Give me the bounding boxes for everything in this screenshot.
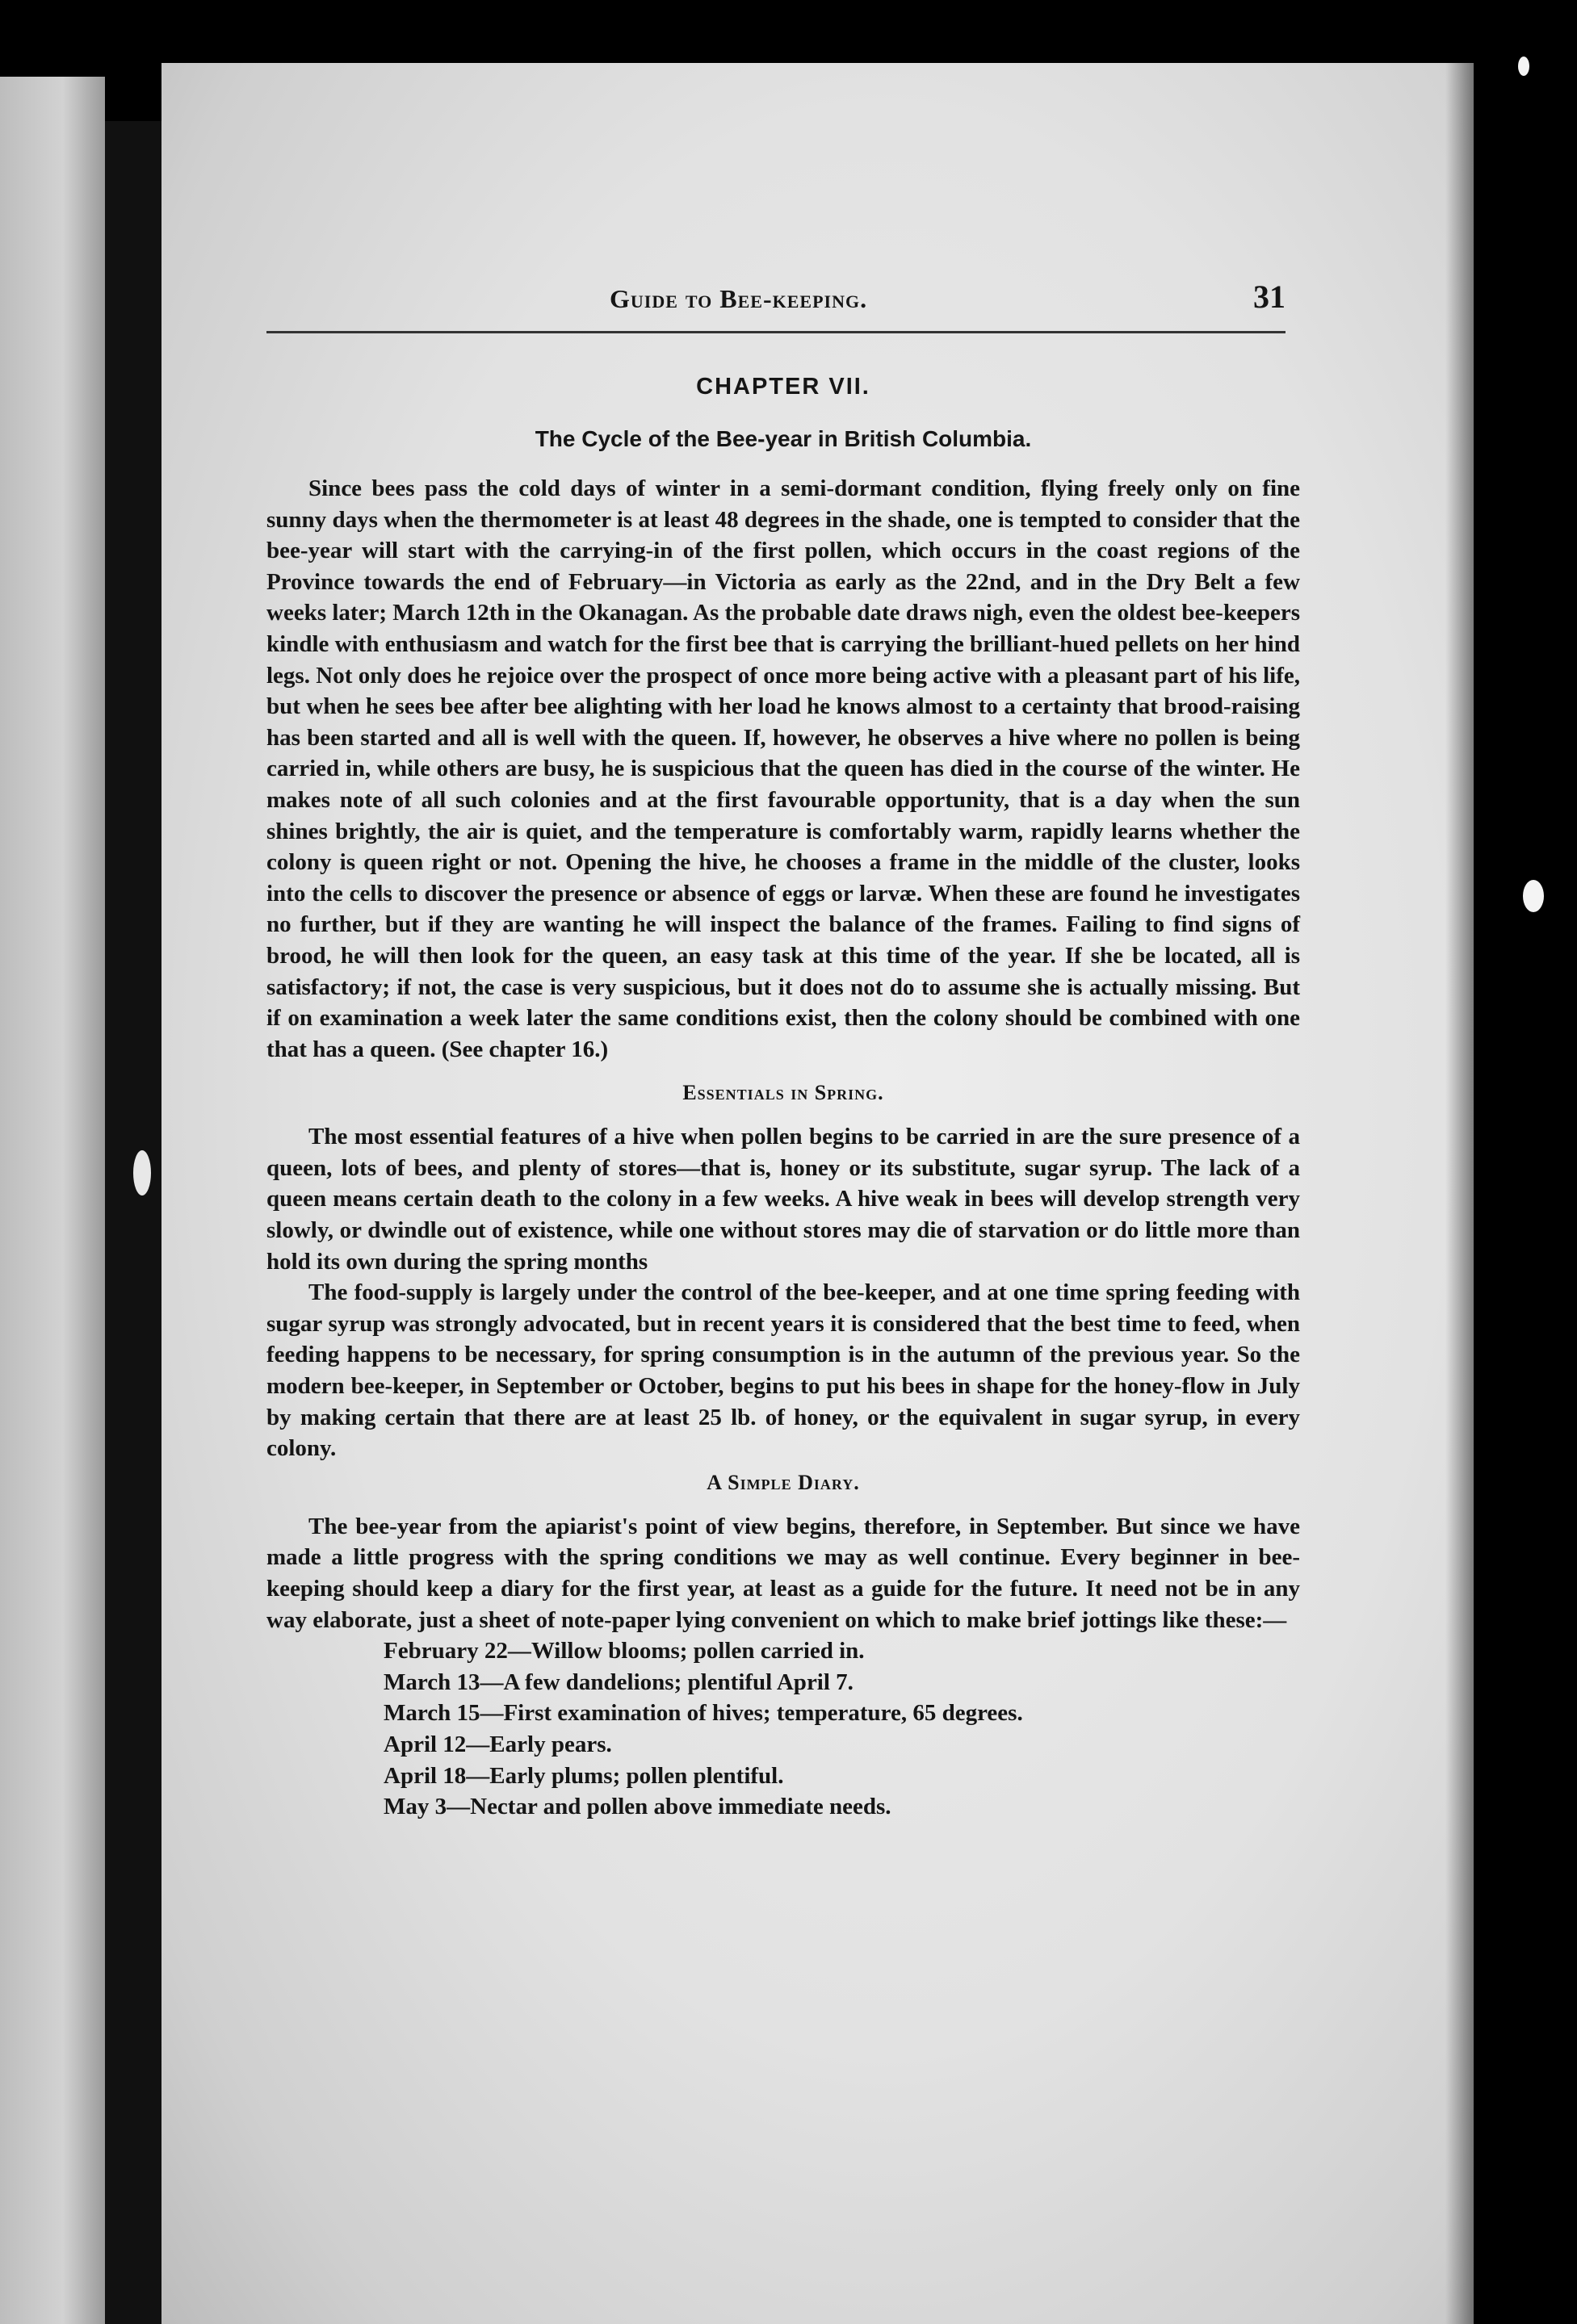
diary-entry: February 22—Willow blooms; pollen carried in. xyxy=(384,1638,865,1664)
paragraph-food-supply: The food-supply is largely under the control of the bee-keeper, and at one time spring feeding with sugar syrup was strongly advocated, but in recent years it is considered that the best time to feed, when feeding happens to be necessary, for spring consumption is in the autumn of the previous year. So the modern bee-keeper, in September or October, begins to put his bees in shape for the honey-flow in July by making certain that there are at least 25 lb. of honey, or the equivalent in sugar syrup, in every colony. xyxy=(266,1279,1300,1462)
scan-speck xyxy=(1523,880,1544,912)
chapter-title: The Cycle of the Bee-year in British Columbia. xyxy=(535,426,1032,451)
page-edge-shadow xyxy=(1445,63,1474,2324)
diary-entry: May 3—Nectar and pollen above immediate needs. xyxy=(384,1794,891,1820)
diary-entry: April 12—Early pears. xyxy=(384,1731,612,1757)
scan-speck xyxy=(1518,57,1529,76)
paragraph-spring: The most essential features of a hive when pollen begins to be carried in are the sure presence of a queen, lots of bees, and plenty of stores—that is, honey or its substitute, sugar syrup. The lack of a queen means certain death to the colony in a few weeks. A hive weak in bees will develop strength very slowly, or dwindle out of existence, while one without stores may die of starvation or do little more than hold its own during the spring months xyxy=(266,1124,1300,1275)
page-text xyxy=(266,274,1300,1823)
scan-border xyxy=(1474,48,1577,2324)
facing-page-strip xyxy=(0,77,105,2324)
diary-entry: March 13—A few dandelions; plentiful April 7. xyxy=(384,1669,854,1695)
diary-entry: March 15—First examination of hives; temperature, 65 degrees. xyxy=(384,1700,1023,1727)
diary-list xyxy=(266,1635,1300,1823)
chapter-number: CHAPTER VII. xyxy=(696,374,870,400)
section-heading-diary: A Simple Diary. xyxy=(707,1470,860,1494)
section-heading-spring: Essentials in Spring. xyxy=(682,1081,884,1105)
scan-speck xyxy=(133,1150,151,1195)
diary-entry: April 18—Early plums; pollen plentiful. xyxy=(384,1762,784,1789)
page-number: 31 xyxy=(1253,278,1286,315)
running-head xyxy=(266,274,1286,323)
header-rule xyxy=(266,331,1286,333)
paragraph-diary-intro: The bee-year from the apiarist's point of view begins, therefore, in September. But since we have made a little progress with the spring conditions we may as well continue. Every beginner in bee-keeping should keep a diary for the first year, at least as a guide for the future. It need not be in any way elaborate, just a sheet of note-paper lying convenient on which to make brief jottings like these:— xyxy=(266,1513,1300,1633)
book-binding-shadow xyxy=(105,121,161,2324)
running-title: Guide to Bee-keeping. xyxy=(610,284,868,313)
paragraph-intro: Since bees pass the cold days of winter in a semi-dormant condition, flying freely only on fine sunny days when the thermometer is at least 48 degrees in the shade, one is tempted to consider that the bee-year will start with the carrying-in of the first pollen, which occurs in the coast regions of the Province towards the end of February—in Victoria as early as the 22nd, and in the Dry Belt a few weeks later; March 12th in the Okanagan. As the probable date draws nigh, even the oldest bee-keepers kindle with enthusiasm and watch for the first bee that is carrying the brilliant-hued pellets on her hind legs. Not only does he rejoice over the prospect of once more being active with a pleasant part of his life, but when he sees bee after bee alighting with her load he knows almost to a certainty that brood-raising has been started and all is well with the queen. If, however, he observes a hive where no pollen is being carried in, while others are busy, he is suspicious that the queen has died in the course of the winter. He makes note of all such colonies and at the first favourable opportunity, that is a day when the sun shines brightly, the air is quiet, and the temperature is comfortably warm, rapidly learns whether the colony is queen right or not. Opening the hive, he chooses a frame in the middle of the cluster, looks into the cells to discover the presence or absence of eggs or larvæ. When these are found he investigates no further, but if they are wanting he will inspect the balance of the frames. Failing to find signs of brood, he will then look for the queen, an easy task at this time of the year. If she be located, all is satisfactory; if not, the case is very suspicious, but it does not do to assume she is actually missing. But if on examination a week later the same conditions exist, then the colony should be combined with one that has a queen. (See chapter 16.) xyxy=(266,475,1300,1062)
